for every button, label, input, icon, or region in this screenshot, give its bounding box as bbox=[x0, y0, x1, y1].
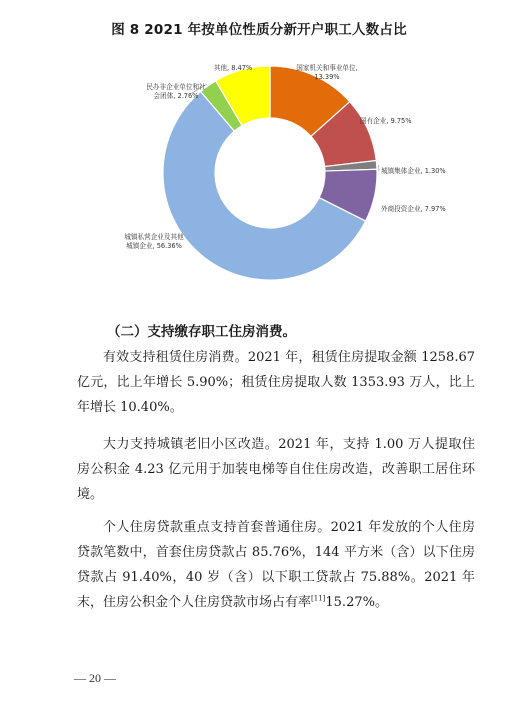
slice-label-5: 民办非企业单位和社会团体, 2.76% bbox=[146, 83, 206, 100]
paragraph-loans bbox=[77, 515, 475, 615]
section-heading: （二）支持缴存职工住房消费。 bbox=[107, 324, 296, 340]
loans-text: 个人住房贷款重点支持首套普通住房。2021 年发放的个人住房贷款笔数中，首套住房贷款占 85.76%，144 平方米（含）以下住房贷款占 91.40%，40 岁（含）以下职工贷款占 75.88%。2021 年末，住房公积金个人住房贷款市场占有率 bbox=[77, 520, 475, 610]
page-number: — 20 — bbox=[74, 671, 116, 685]
slice-label-3: 外商投资企业, 7.97% bbox=[381, 205, 446, 213]
figure-title: 图 8 2021 年按单位性质分新开户职工人数占比 bbox=[111, 22, 407, 38]
footnote-ref: [11] bbox=[311, 594, 326, 603]
slice-label-2: 城镇集体企业, 1.30% bbox=[381, 167, 446, 175]
loans-text-end: 15.27%。 bbox=[325, 595, 388, 610]
slice-label-1: 国有企业, 9.75% bbox=[360, 117, 412, 125]
slice-label-4: 城镇私营企业及其他城镇企业, 56.36% bbox=[124, 233, 184, 250]
slice-label-0: 国家机关和事业单位, 13.39% bbox=[296, 64, 358, 81]
paragraph-renovation: 大力支持城镇老旧小区改造。2021 年，支持 1.00 万人提取住房公积金 4.23 亿元用于加装电梯等自住住房改造，改善职工居住环境。 bbox=[77, 437, 475, 502]
slice-label-6: 其他, 8.47% bbox=[213, 64, 253, 72]
donut-chart bbox=[0, 0, 518, 310]
paragraph-rental: 有效支持租赁住房消费。2021 年，租赁住房提取金额 1258.67 亿元，比上年增长 5.90%；租赁住房提取人数 1353.93 万人，比上年增长 10.40%。 bbox=[77, 350, 475, 415]
